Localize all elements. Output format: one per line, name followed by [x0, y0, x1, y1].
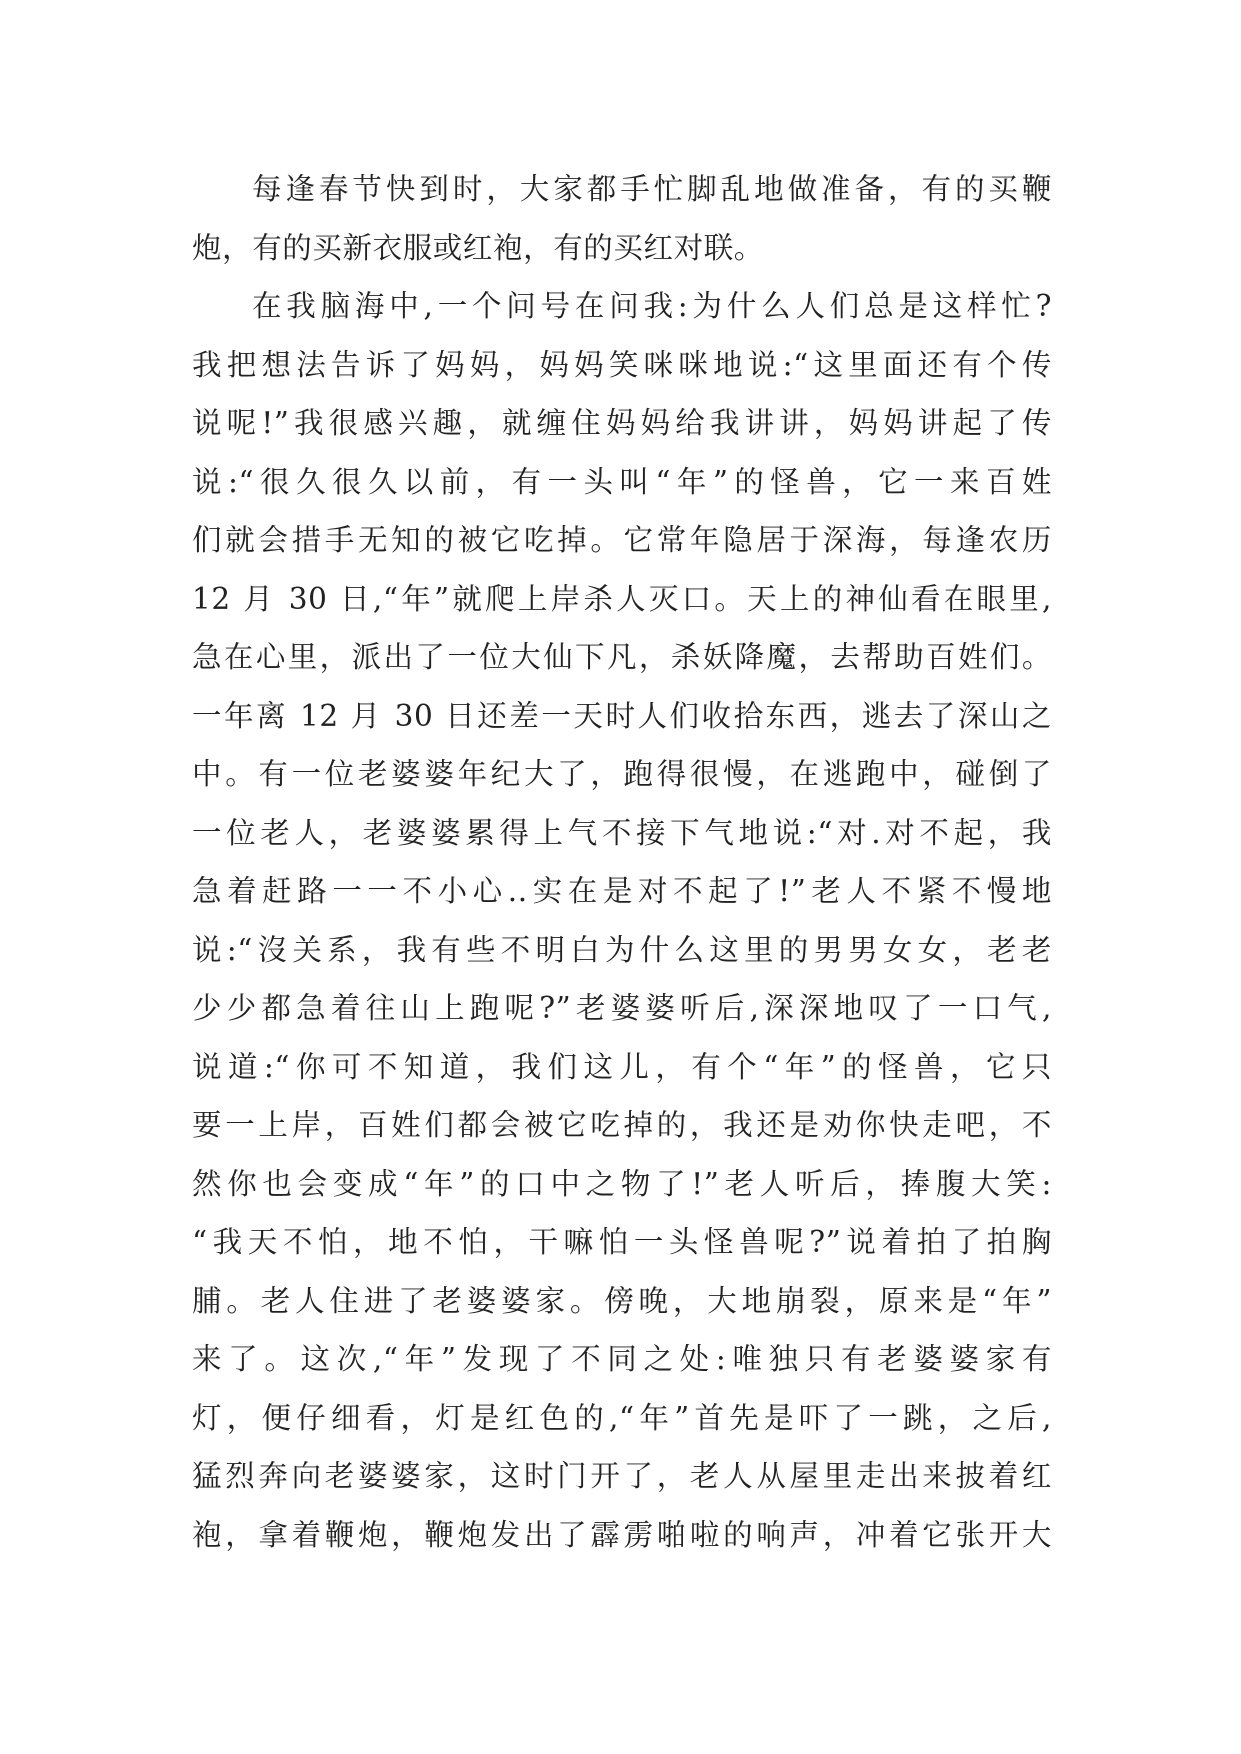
paragraph-2-line-19: 来了。这次,“年”发现了不同之处:唯独只有老婆婆家有: [192, 1342, 1052, 1376]
paragraph-2-line-7: 急在心里，派出了一位大仙下凡，杀妖降魔，去帮助百姓们。: [192, 640, 1052, 674]
paragraph-2-line-21: 猛烈奔向老婆婆家，这时门开了，老人从屋里走出来披着红: [192, 1459, 1052, 1493]
paragraph-2-line-6: 12 月 30 日,“年”就爬上岸杀人灭口。天上的神仙看在眼里,: [192, 581, 1052, 616]
paragraph-1-line-2: 炮，有的买新衣服或红袍，有的买红对联。: [192, 230, 764, 265]
paragraph-2-line-5: 们就会措手无知的被它吃掉。它常年隐居于深海，每逢农历: [192, 523, 1052, 557]
paragraph-2-line-8: 一年离 12 月 30 日还差一天时人们收拾东西，逃去了深山之: [192, 698, 1052, 733]
paragraph-2-line-22: 袍，拿着鞭炮，鞭炮发出了霹雳啪啦的响声，冲着它张开大: [192, 1517, 1052, 1552]
paragraph-2-line-4: 说:“很久很久以前，有一头叫“年”的怪兽，它一来百姓: [192, 464, 1052, 499]
paragraph-2-line-18: 脯。老人住进了老婆婆家。傍晚，大地崩裂，原来是“年”: [192, 1283, 1052, 1318]
paragraph-2-line-20: 灯，便仔细看，灯是红色的,“年”首先是吓了一跳，之后,: [192, 1400, 1052, 1435]
paragraph-2-line-13: 少少都急着往山上跑呢?”老婆婆听后,深深地叹了一口气,: [192, 991, 1052, 1025]
paragraph-2-line-3: 说呢!”我很感兴趣，就缠住妈妈给我讲讲，妈妈讲起了传: [192, 406, 1052, 440]
paragraph-2-line-12: 说:“沒关系，我有些不明白为什么这里的男男女女，老老: [192, 932, 1052, 967]
paragraph-1-line-1: 每逢春节快到时，大家都手忙脚乱地做准备，有的买鞭: [252, 172, 1052, 206]
paragraph-2-line-11: 急着赶路一一不小心..实在是对不起了!”老人不紧不慢地: [192, 874, 1052, 908]
document-body: [192, 160, 1052, 1564]
paragraph-2-line-15: 要一上岸，百姓们都会被它吃掉的，我还是劝你快走吧，不: [192, 1108, 1052, 1142]
paragraph-2-line-2: 我把想法告诉了妈妈，妈妈笑咪咪地说:“这里面还有个传: [192, 347, 1052, 382]
paragraph-2-line-14: 说道:“你可不知道，我们这儿，有个“年”的怪兽，它只: [192, 1049, 1052, 1084]
paragraph-2-line-17: “我天不怕，地不怕，干嘛怕一头怪兽呢?”说着拍了拍胸: [192, 1225, 1052, 1259]
paragraph-2-line-9: 中。有一位老婆婆年纪大了，跑得很慢，在逃跑中，碰倒了: [192, 757, 1052, 791]
paragraph-2-line-16: 然你也会变成“年”的口中之物了!”老人听后，捧腹大笑:: [192, 1166, 1052, 1201]
paragraph-2-line-1: 在我脑海中,一个问号在问我:为什么人们总是这样忙?: [252, 289, 1052, 323]
paragraph-2-line-10: 一位老人，老婆婆累得上气不接下气地说:“对.对不起，我: [192, 815, 1052, 850]
